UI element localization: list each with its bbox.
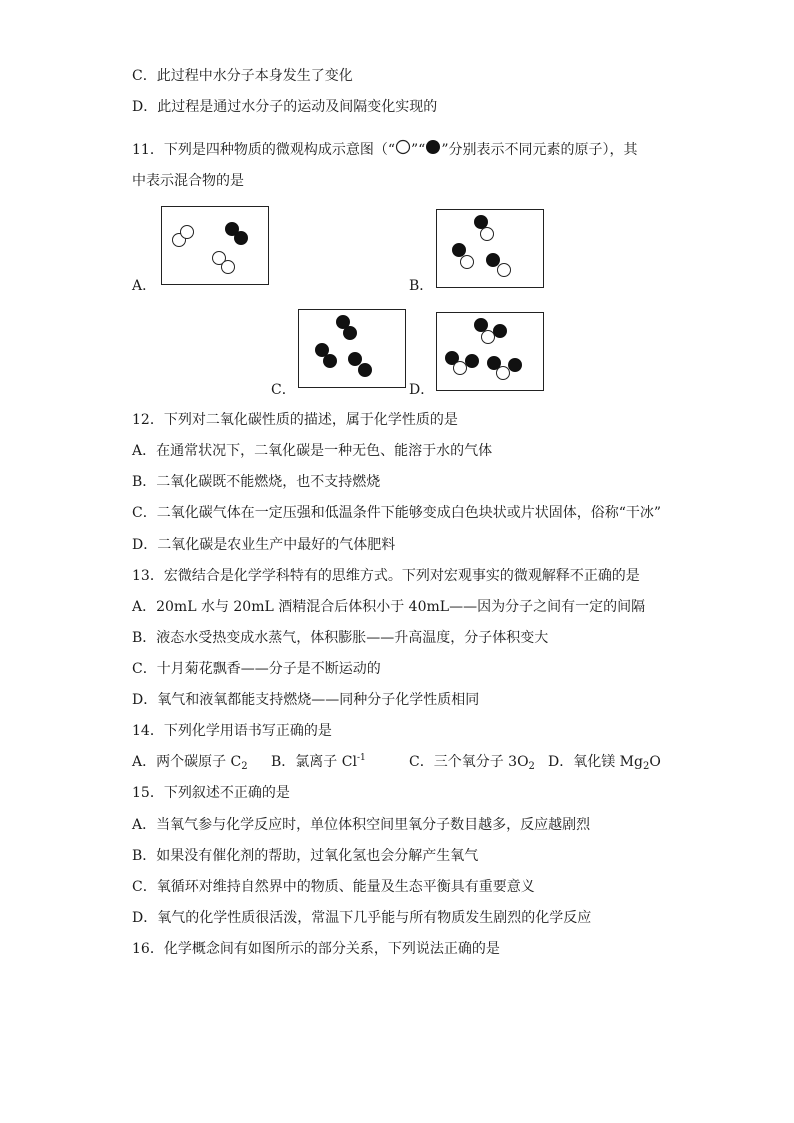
option-d-14-tail: O: [649, 754, 661, 770]
option-d-14: [548, 752, 661, 774]
question-13: 13．宏微结合是化学学科特有的思维方式。下列对宏观事实的微观解释不正确的是: [132, 568, 640, 584]
question-12: 12．下列对二氧化碳性质的描述，属于化学性质的是: [132, 412, 458, 428]
q11-text-2: ”“: [410, 142, 426, 158]
option-a-14: [132, 752, 248, 774]
option-c-12: C．二氧化碳气体在一定压强和低温条件下能够变成白色块状或片状固体，俗称“干冰”: [132, 505, 662, 521]
white-atom: [221, 260, 235, 274]
line-d10: D．此过程是通过水分子的运动及间隔变化实现的: [132, 99, 438, 115]
diagram-b-box: [436, 209, 544, 288]
white-atom: [480, 227, 494, 241]
option-d-15: D．氧气的化学性质很活泼，常温下几乎能与所有物质发生剧烈的化学反应: [132, 910, 592, 926]
option-c-13: C．十月菊花飘香——分子是不断运动的: [132, 661, 381, 677]
diagram-a-box: [161, 206, 269, 285]
white-atom: [460, 255, 474, 269]
option-a-14-text: A．两个碳原子 C: [132, 754, 242, 770]
white-atom-legend-icon: [395, 139, 411, 161]
line-c10: C．此过程中水分子本身发生了变化: [132, 68, 353, 84]
question-14: 14．下列化学用语书写正确的是: [132, 723, 332, 739]
black-atom: [343, 326, 357, 340]
q11-text-1: 11．下列是四种物质的微观构成示意图（“: [132, 142, 395, 158]
option-a-12: A．在通常状况下，二氧化碳是一种无色、能溶于水的气体: [132, 443, 493, 459]
black-atom: [323, 354, 337, 368]
option-a-15: A．当氧气参与化学反应时，单位体积空间里氧分子数目越多，反应越剧烈: [132, 817, 591, 833]
option-b-14: [271, 752, 366, 774]
option-c-14-text: C．三个氧分子 3O: [409, 754, 529, 770]
black-atom: [508, 358, 522, 372]
option-label-d: D．: [409, 382, 435, 398]
option-d-14-text: D．氧化镁 Mg: [548, 754, 643, 770]
option-d-14-subscript: 2: [642, 761, 650, 772]
option-b-12: B．二氧化碳既不能燃烧，也不支持燃烧: [132, 474, 381, 490]
white-atom: [180, 225, 194, 239]
question-15: 15．下列叙述不正确的是: [132, 785, 290, 801]
diagram-c-box: [298, 309, 406, 388]
q11-text-3: ”分别表示不同元素的原子），其: [441, 142, 638, 158]
black-atom: [358, 363, 372, 377]
option-c-15: C．氧循环对维持自然界中的物质、能量及生态平衡具有重要意义: [132, 879, 535, 895]
black-atom: [493, 324, 507, 338]
option-label-a: A．: [132, 278, 157, 294]
q11-line-2: 中表示混合物的是: [132, 173, 244, 189]
black-atom-legend-icon: [425, 139, 441, 161]
option-b-14-superscript: -1: [356, 753, 366, 763]
option-b-13: B．液态水受热变成水蒸气，体积膨胀——升高温度，分子体积变大: [132, 630, 549, 646]
black-atom: [465, 354, 479, 368]
option-label-b: B．: [409, 278, 434, 294]
option-label-c: C．: [271, 382, 296, 398]
option-a-13: A．20mL 水与 20mL 酒精混合后体积小于 40mL——因为分子之间有一定的间隔: [132, 599, 646, 615]
diagram-d-box: [436, 312, 544, 391]
option-b-15: B．如果没有催化剂的帮助，过氧化氢也会分解产生氧气: [132, 848, 479, 864]
question-16: 16．化学概念间有如图所示的部分关系，下列说法正确的是: [132, 941, 500, 957]
option-d-13: D．氧气和液氧都能支持燃烧——同种分子化学性质相同: [132, 692, 480, 708]
option-c-14: [409, 752, 535, 774]
option-b-14-text: B．氯离子 Cl: [271, 754, 357, 770]
black-atom: [234, 231, 248, 245]
option-d-12: D．二氧化碳是农业生产中最好的气体肥料: [132, 537, 396, 553]
option-a-14-subscript: 2: [241, 761, 248, 772]
white-atom: [497, 263, 511, 277]
option-c-14-subscript: 2: [528, 761, 535, 772]
question-11: [132, 139, 637, 161]
